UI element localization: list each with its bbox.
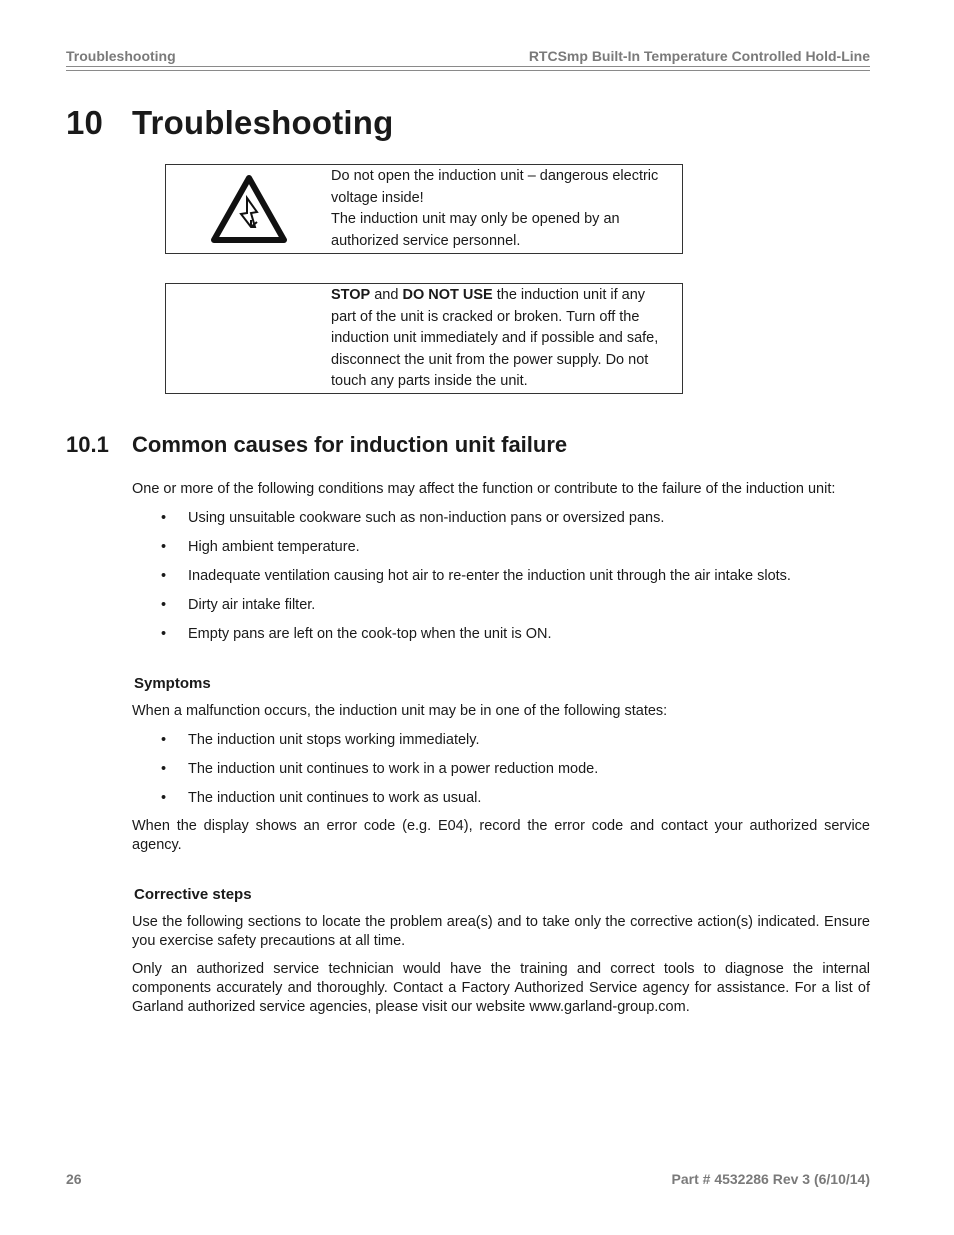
symptoms-block	[132, 674, 870, 855]
section-title-text: Common causes for induction unit failure	[132, 432, 568, 457]
symptoms-intro: When a malfunction occurs, the induction unit may be in one of the following states:	[132, 703, 668, 719]
stop-warning-icon-cell	[166, 284, 331, 393]
header-rule	[66, 70, 870, 71]
do-not-use-label: DO NOT USE	[402, 287, 493, 303]
header-rule	[66, 66, 870, 67]
chapter-title	[66, 104, 393, 142]
corrective-block	[132, 885, 870, 1017]
causes-intro: One or more of the following conditions may affect the function or contribute to the failure of the induction unit:	[132, 481, 836, 497]
stop-warning-body: the induction unit if any part of the unit is cracked or broken. Turn off the induction unit immediately and if possible and safe, disconnect the unit from the power supply. Do not touch any parts inside the unit.	[331, 287, 659, 390]
list-item: • The induction unit stops working immediately.	[132, 731, 870, 760]
stop-label: STOP	[331, 287, 371, 303]
page-number: 26	[66, 1171, 82, 1187]
corrective-paragraph-1: Use the following sections to locate the problem area(s) and to take only the corrective action(s) indicated. Ensure you exercise safety precautions at all time.	[132, 914, 870, 949]
corrective-paragraph-2: Only an authorized service technician would have the training and correct tools to diagnose the internal components accurately and thoroughly. Contact a Factory Authorized Service agency for assistance. For a list of Garland authorized service agencies, please visit our website www.garland-group.com.	[132, 961, 870, 1015]
stop-and: and	[370, 287, 403, 303]
error-code-note: When the display shows an error code (e.g. E04), record the error code and contact your authorized service agency.	[132, 818, 870, 853]
section-title	[66, 432, 567, 458]
symptoms-list	[132, 731, 870, 817]
warning-icon-cell	[166, 165, 331, 253]
list-item: • The induction unit continues to work in a power reduction mode.	[132, 760, 870, 789]
chapter-number: 10	[66, 104, 104, 141]
voltage-warning-text	[331, 165, 682, 253]
voltage-warning-line-2: The induction unit may only be opened by an authorized service personnel.	[331, 211, 620, 249]
list-item: • High ambient temperature.	[132, 538, 870, 567]
high-voltage-warning-icon	[211, 174, 287, 244]
list-item: • Using unsuitable cookware such as non-induction pans or oversized pans.	[132, 509, 870, 538]
causes-list	[132, 509, 870, 654]
section-number: 10.1	[66, 432, 109, 457]
list-item: • Dirty air intake filter.	[132, 596, 870, 625]
corrective-heading: Corrective steps	[134, 886, 252, 903]
list-item: • Inadequate ventilation causing hot air to re-enter the induction unit through the air intake slots.	[132, 567, 870, 596]
stop-warning-text	[331, 284, 682, 393]
voltage-warning-box	[165, 164, 683, 254]
part-number: Part # 4532286 Rev 3 (6/10/14)	[671, 1171, 870, 1187]
causes-block	[132, 480, 870, 654]
stop-warning-box	[165, 283, 683, 394]
header-document-title: RTCSmp Built-In Temperature Controlled Hold-Line	[528, 48, 870, 64]
voltage-warning-line-1: Do not open the induction unit – dangerous electric voltage inside!	[331, 168, 659, 206]
list-item: • The induction unit continues to work as usual.	[132, 789, 870, 817]
running-header	[66, 44, 870, 64]
header-section-name: Troubleshooting	[66, 48, 176, 64]
chapter-title-text: Troubleshooting	[132, 104, 394, 141]
list-item: • Empty pans are left on the cook-top when the unit is ON.	[132, 625, 870, 654]
symptoms-heading: Symptoms	[134, 675, 211, 692]
running-footer	[66, 1171, 870, 1187]
